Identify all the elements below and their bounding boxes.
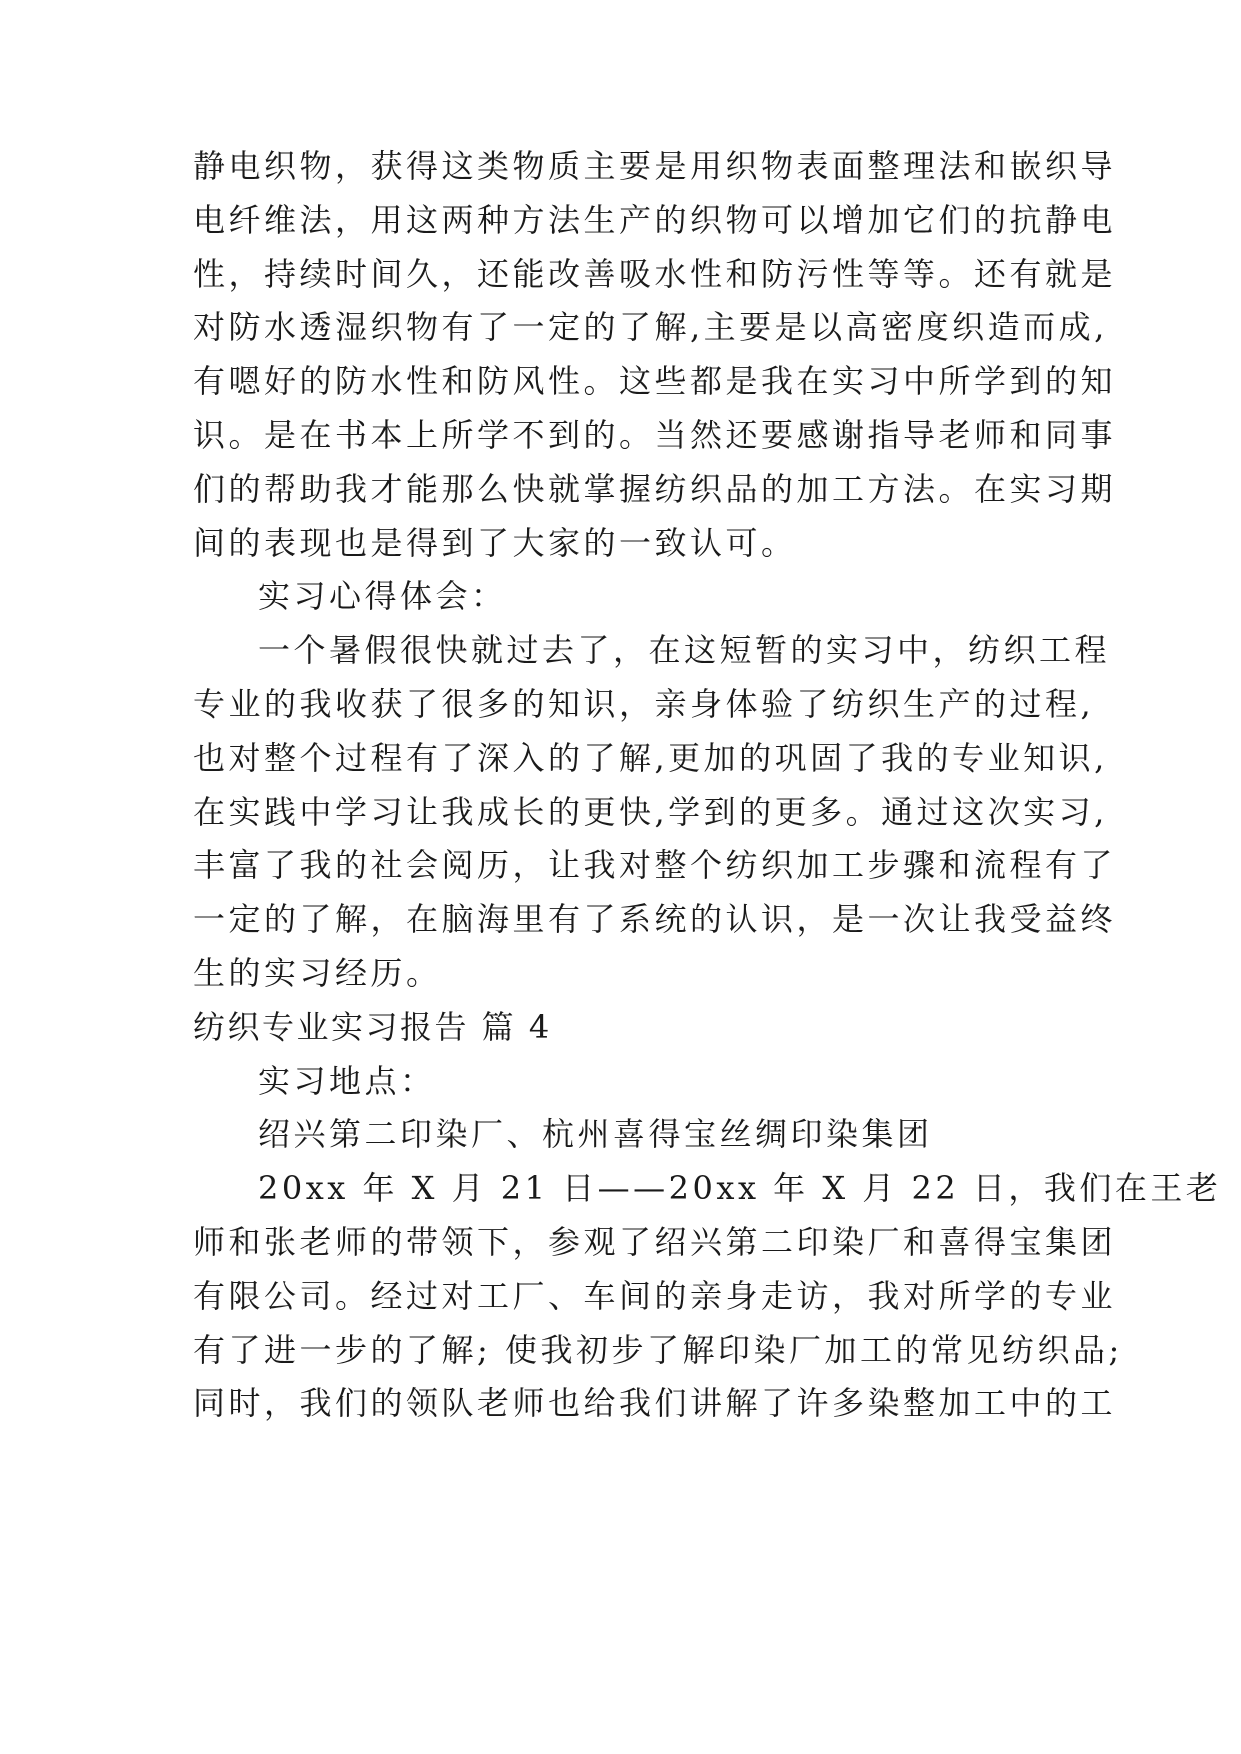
text-line: 有限公司。经过对工厂、车间的亲身走访，我对所学的专业 bbox=[193, 1277, 1117, 1315]
text-line: 师和张老师的带领下，参观了绍兴第二印染厂和喜得宝集团 bbox=[193, 1223, 1117, 1261]
text-line: 同时，我们的领队老师也给我们讲解了许多染整加工中的工 bbox=[193, 1384, 1117, 1422]
text-line: 有了进一步的了解; 使我初步了解印染厂加工的常见纺织品; bbox=[193, 1331, 1123, 1369]
text-line: 绍兴第二印染厂、杭州喜得宝丝绸印染集团 bbox=[258, 1115, 933, 1153]
text-line: 对防水透湿织物有了一定的了解,主要是以高密度织造而成, bbox=[193, 308, 1108, 346]
text-line: 一个暑假很快就过去了，在这短暂的实习中，纺织工程 bbox=[258, 631, 1111, 669]
text-line: 静电织物，获得这类物质主要是用织物表面整理法和嵌织导 bbox=[193, 147, 1117, 185]
text-line: 性，持续时间久，还能改善吸水性和防污性等等。还有就是 bbox=[193, 255, 1117, 293]
text-line: 实习心得体会： bbox=[258, 577, 507, 615]
text-line: 有嗯好的防水性和防风性。这些都是我在实习中所学到的知 bbox=[193, 362, 1117, 400]
text-line: 生的实习经历。 bbox=[193, 954, 442, 992]
text-line: 20xx 年 X 月 21 日——20xx 年 X 月 22 日，我们在王老 bbox=[258, 1169, 1222, 1207]
text-line: 在实践中学习让我成长的更快,学到的更多。通过这次实习, bbox=[193, 793, 1108, 831]
text-line: 也对整个过程有了深入的了解,更加的巩固了我的专业知识, bbox=[193, 739, 1108, 777]
text-line: 丰富了我的社会阅历，让我对整个纺织加工步骤和流程有了 bbox=[193, 846, 1117, 884]
text-line: 电纤维法，用这两种方法生产的织物可以增加它们的抗静电 bbox=[193, 201, 1117, 239]
text-line: 实习地点： bbox=[258, 1062, 436, 1100]
text-line: 一定的了解，在脑海里有了系统的认识，是一次让我受益终 bbox=[193, 900, 1117, 938]
text-line: 识。是在书本上所学不到的。当然还要感谢指导老师和同事 bbox=[193, 416, 1117, 454]
text-line: 们的帮助我才能那么快就掌握纺织品的加工方法。在实习期 bbox=[193, 470, 1117, 508]
section-heading: 纺织专业实习报告 篇 4 bbox=[193, 1008, 552, 1046]
text-line: 间的表现也是得到了大家的一致认可。 bbox=[193, 524, 797, 562]
text-line: 专业的我收获了很多的知识，亲身体验了纺织生产的过程, bbox=[193, 685, 1095, 723]
